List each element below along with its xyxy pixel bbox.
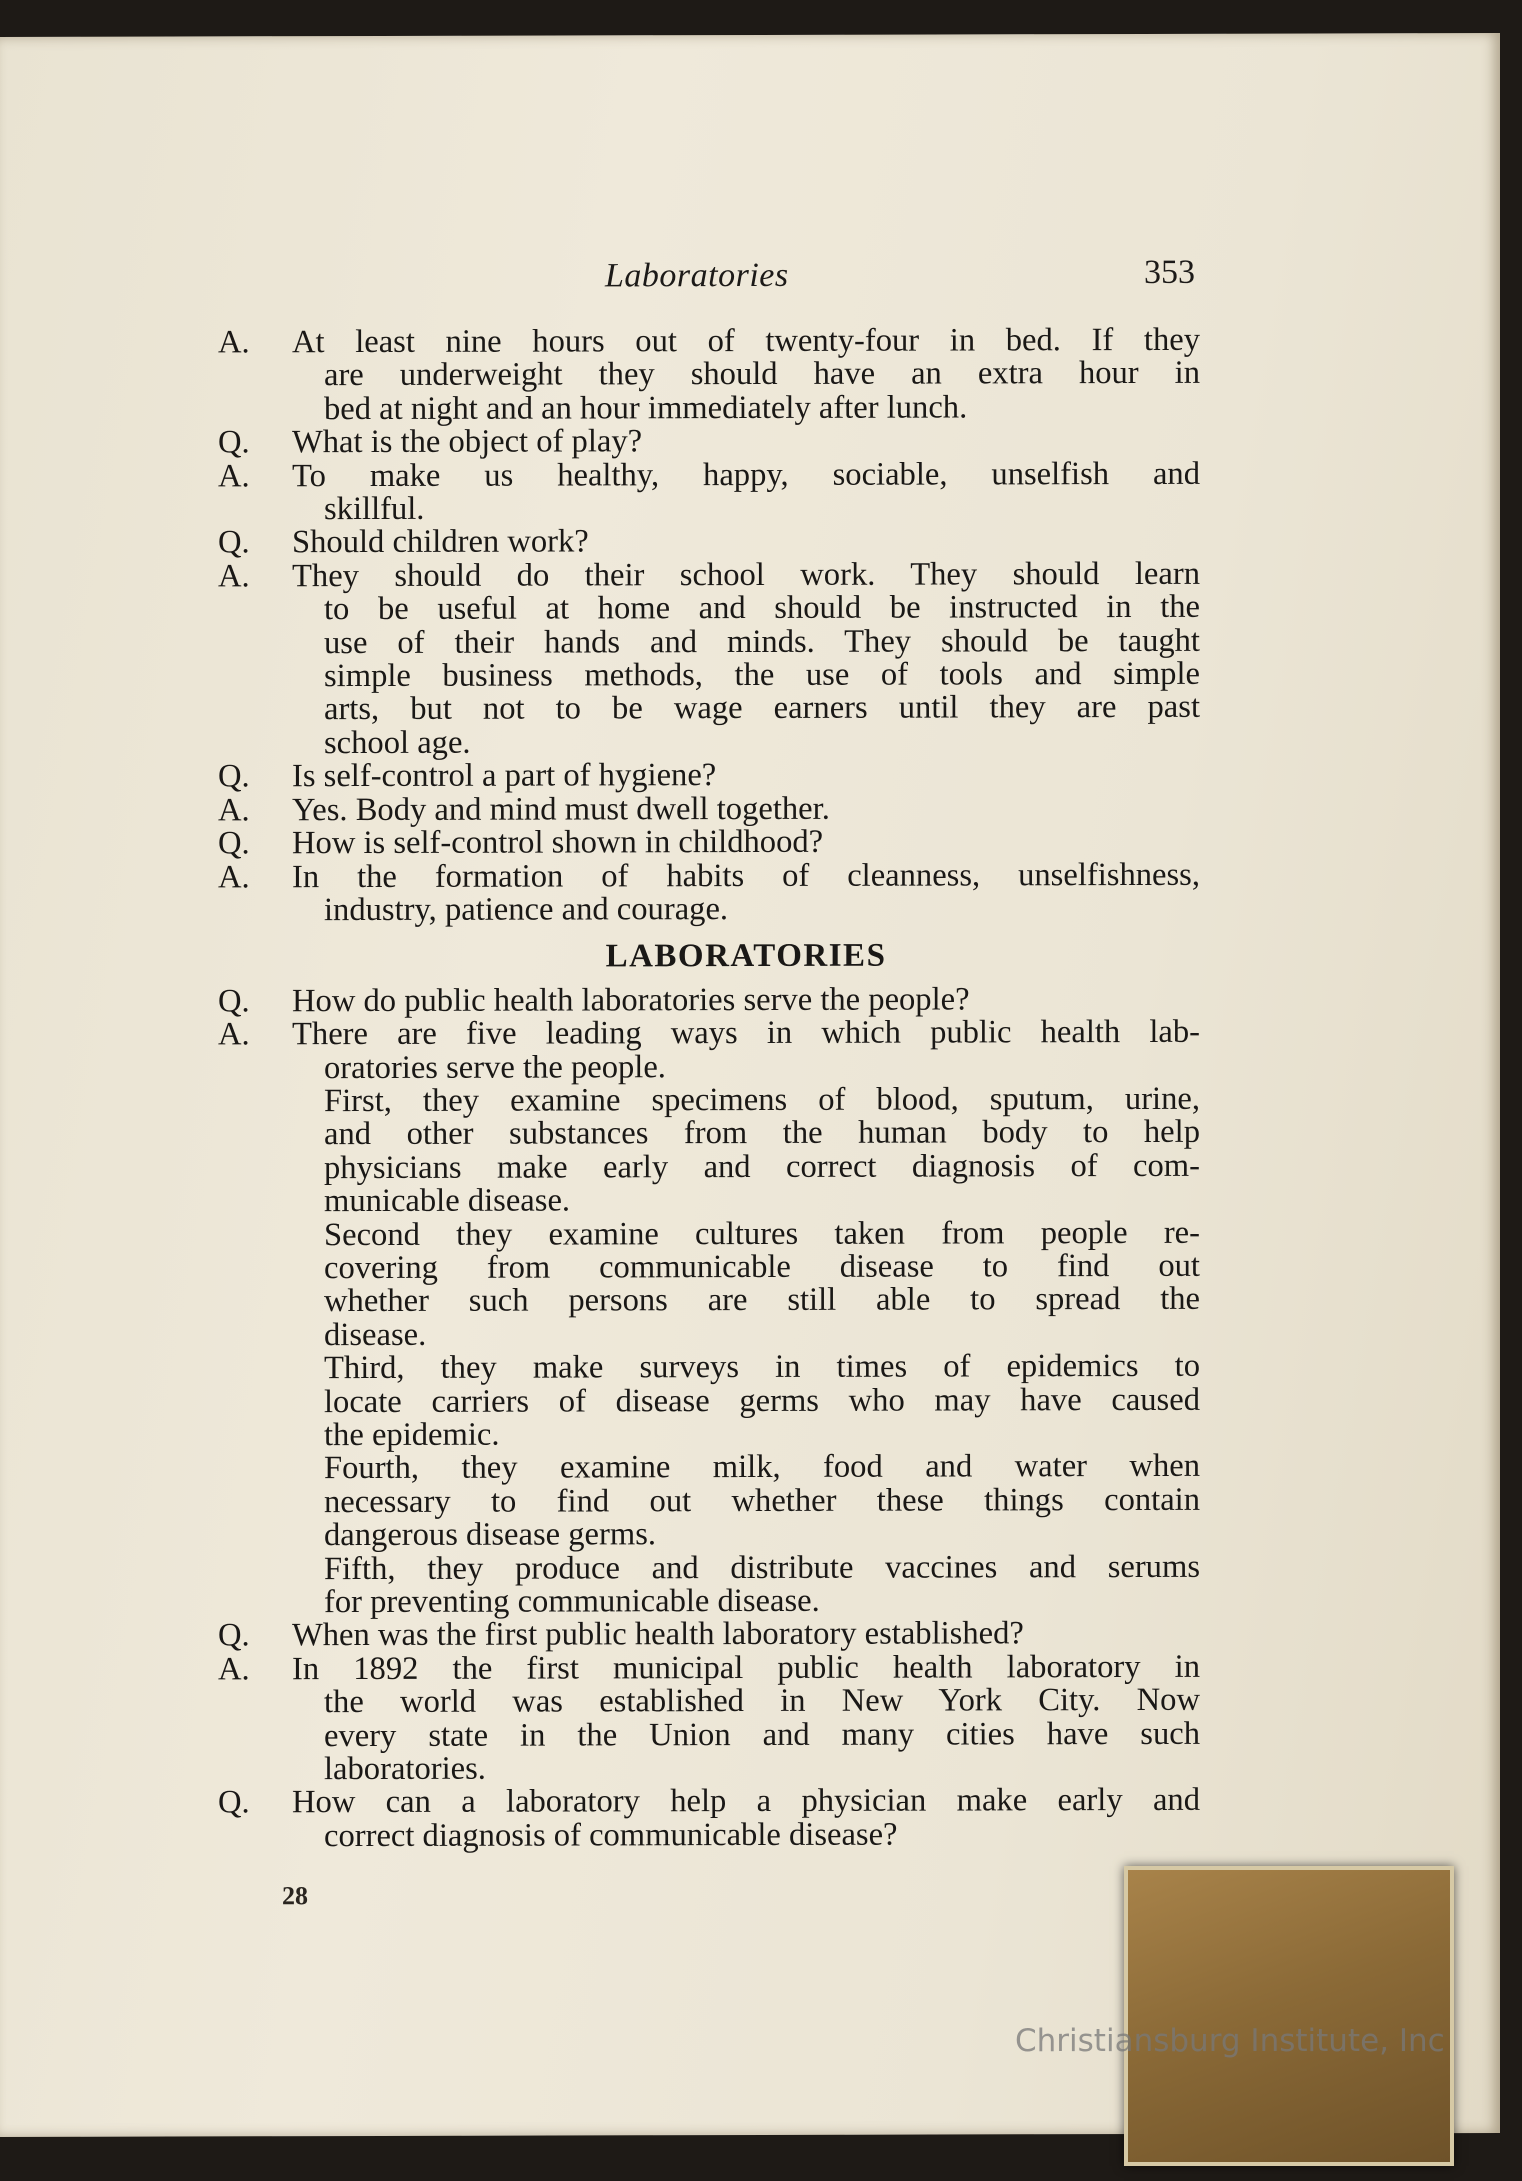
question (210, 825, 1200, 861)
qa-label: Q. (218, 424, 250, 461)
text-line: Fourth, they examine milk, food and water when (324, 1448, 1200, 1487)
section-heading: LABORATORIES (605, 937, 887, 975)
text-line: How is self-control shown in childhood? (292, 823, 824, 862)
text-line: Second they examine cultures taken from people re- (324, 1214, 1200, 1253)
text-line: arts, but not to be wage earners until they are past (324, 689, 1200, 728)
text-line: use of their hands and minds. They should be taught (324, 622, 1200, 661)
qa-label: A. (218, 791, 250, 829)
text-line: necessary to find out whether these things contain (324, 1481, 1200, 1520)
page-number: 353 (1144, 253, 1195, 291)
text-line: locate carriers of disease germs who may have caused (324, 1381, 1200, 1420)
book-page (0, 33, 1500, 2137)
qa-label: A. (218, 558, 250, 595)
text-line: Yes. Body and mind must dwell together. (292, 790, 830, 828)
book-support-block (1124, 1866, 1454, 2166)
question (210, 424, 1200, 460)
question (210, 1617, 1200, 1653)
intro-qa-list (210, 321, 1200, 929)
text-line: are underweight they should have an extra hour in (324, 355, 1200, 394)
qa-label: A. (218, 1016, 250, 1053)
qa-text (292, 1648, 1200, 1788)
text-line: When was the first public health laboratory established? (292, 1615, 1024, 1654)
text-line: What is the object of play? (292, 423, 643, 461)
qa-label: Q. (218, 825, 250, 862)
text-line: disease. (324, 1316, 427, 1353)
text-line: correct diagnosis of communicable disease? (324, 1816, 898, 1854)
qa-text (292, 1617, 1200, 1653)
qa-text (292, 792, 1200, 828)
text-line: laboratories. (324, 1750, 486, 1788)
qa-text (292, 457, 1200, 526)
text-line: There are five leading ways in which public health lab- (292, 1013, 1200, 1053)
text-line: municable disease. (324, 1182, 571, 1220)
text-line: to be useful at home and should be instructed in the (324, 589, 1200, 628)
text-line: covering from communicable disease to find out (324, 1247, 1200, 1287)
text-line: skillful. (324, 490, 425, 528)
question (210, 983, 1200, 1019)
text-line: the world was established in New York City. Now (324, 1682, 1200, 1721)
qa-text (292, 1784, 1200, 1853)
text-line: oratories serve the people. (324, 1048, 666, 1086)
answer (210, 321, 1200, 427)
answer (210, 858, 1200, 927)
signature-mark: 28 (282, 1881, 308, 1911)
text-line: How do public health laboratories serve the people? (292, 981, 970, 1019)
question (210, 524, 1200, 560)
qa-text (292, 555, 1200, 761)
text-line: and other substances from the human body to help (324, 1114, 1200, 1153)
qa-text (292, 825, 1200, 861)
qa-label: A. (218, 457, 250, 495)
text-line: First, they examine specimens of blood, sputum, urine, (324, 1080, 1200, 1120)
qa-label: Q. (218, 1617, 250, 1654)
qa-text (292, 524, 1200, 560)
answer (210, 1648, 1200, 1788)
qa-text (292, 424, 1200, 460)
text-line: At least nine hours out of twenty-four in bed. If they (292, 321, 1200, 361)
answer (210, 1013, 1200, 1621)
qa-text (292, 321, 1200, 427)
qa-label: Q. (218, 758, 250, 795)
question (210, 1784, 1200, 1853)
qa-label: Q. (218, 1784, 250, 1821)
page-body (210, 321, 1200, 1854)
text-line: every state in the Union and many cities have such (324, 1715, 1200, 1754)
laboratories-qa-list (210, 983, 1200, 1854)
text-line: for preventing communicable disease. (324, 1582, 820, 1621)
answer (210, 792, 1200, 828)
text-line: school age. (324, 724, 471, 761)
qa-text (292, 1013, 1200, 1621)
text-line: Is self-control a part of hygiene? (292, 757, 717, 795)
text-line: In the formation of habits of cleanness, unselfishness, (292, 856, 1200, 895)
answer (210, 457, 1200, 526)
text-line: Third, they make surveys in times of epidemics to (324, 1348, 1200, 1387)
text-line: simple business methods, the use of tools and simple (324, 655, 1200, 695)
text-line: whether such persons are still able to spread the (324, 1281, 1200, 1320)
text-line: How can a laboratory help a physician make early and (292, 1782, 1200, 1821)
qa-label: A. (218, 858, 250, 895)
text-line: In 1892 the first municipal public health laboratory in (292, 1648, 1200, 1688)
question (210, 758, 1200, 794)
qa-label: A. (218, 1651, 250, 1688)
text-line: Fifth, they produce and distribute vaccines and serums (324, 1548, 1200, 1587)
text-line: dangerous disease germs. (324, 1516, 657, 1554)
text-line: the epidemic. (324, 1416, 500, 1454)
watermark: Christiansburg Institute, Inc (1015, 2023, 1445, 2059)
text-line: physicians make early and correct diagnosis of com- (324, 1147, 1200, 1186)
qa-label: A. (218, 324, 250, 361)
qa-text (292, 983, 1200, 1019)
qa-text (292, 758, 1200, 794)
qa-label: Q. (218, 524, 250, 561)
text-line: bed at night and an hour immediately after lunch. (324, 389, 968, 427)
text-line: industry, patience and courage. (324, 890, 729, 929)
qa-label: Q. (218, 983, 250, 1020)
text-line: Should children work? (292, 523, 589, 561)
answer (210, 555, 1200, 761)
text-line: To make us healthy, happy, sociable, unselfish and (292, 455, 1200, 494)
text-line: They should do their school work. They should learn (292, 555, 1200, 595)
running-header-title: Laboratories (605, 256, 789, 295)
qa-text (292, 858, 1200, 927)
